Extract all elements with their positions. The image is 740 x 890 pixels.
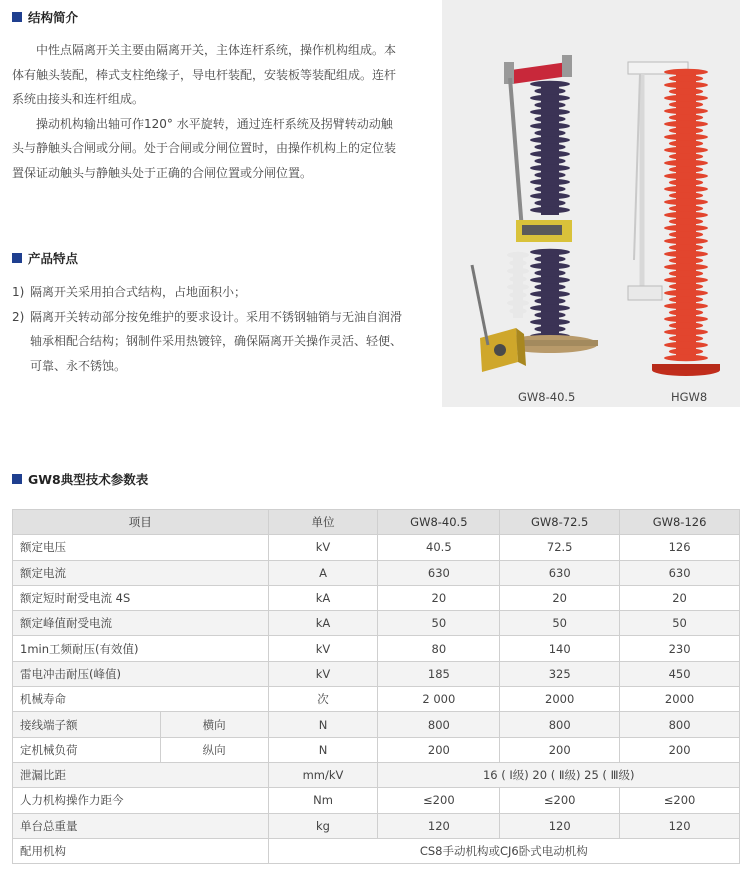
cell-item: 人力机构操作力距今 [13, 788, 269, 813]
features-title: 产品特点 [28, 251, 79, 266]
cell-unit: mm/kV [268, 762, 378, 787]
cell-value: 2000 [620, 687, 740, 712]
cell-item: 额定峰值耐受电流 [13, 611, 269, 636]
photo-caption-gw8-40.5: GW8-40.5 [518, 390, 576, 404]
cell-value: 20 [500, 585, 620, 610]
cell-item: 雷电冲击耐压(峰值) [13, 661, 269, 686]
gw8-40.5-illustration [472, 55, 598, 372]
cell-value: 72.5 [500, 535, 620, 560]
cell-value: 120 [620, 813, 740, 838]
cell-value: 800 [500, 712, 620, 737]
cell-subitem: 纵向 [160, 737, 268, 762]
cell-item: 额定电流 [13, 560, 269, 585]
cell-item: 泄漏比距 [13, 762, 269, 787]
cell-value: 40.5 [378, 535, 500, 560]
cell-item: 1min工频耐压(有效值) [13, 636, 269, 661]
table-row [13, 636, 740, 661]
header-unit: 单位 [268, 510, 378, 535]
cell-unit: N [268, 737, 378, 762]
structure-paragraph: 操动机构输出轴可作120° 水平旋转，通过连杆系统及拐臂转动动触头与静触头合闸或分闸。处于合闸或分闸位置时，由操作机构上的定位装置保证动触头与静触头处于正确的合闸位置或分闸位置。 [12, 116, 397, 180]
cell-value: ≤200 [378, 788, 500, 813]
cell-value: 200 [500, 737, 620, 762]
structure-title: 结构简介 [28, 10, 79, 25]
structure-heading [12, 8, 78, 26]
cell-unit: kV [268, 661, 378, 686]
cell-value: 2000 [500, 687, 620, 712]
cell-item: 接线端子额 [13, 712, 161, 737]
cell-value: 50 [500, 611, 620, 636]
cell-value: 80 [378, 636, 500, 661]
cell-unit: kA [268, 585, 378, 610]
cell-value: 20 [620, 585, 740, 610]
table-row [13, 611, 740, 636]
table-row [13, 712, 740, 737]
product-illustration [442, 0, 740, 407]
section-marker-icon [12, 474, 22, 484]
list-item-text: 隔离开关采用拍合式结构，占地面积小； [30, 285, 247, 299]
cell-unit: N [268, 712, 378, 737]
cell-value: ≤200 [620, 788, 740, 813]
table-header-row [13, 510, 740, 535]
cell-item: 额定短时耐受电流 4S [13, 585, 269, 610]
header-model: GW8-40.5 [378, 510, 500, 535]
cell-value: 800 [620, 712, 740, 737]
cell-value: 800 [378, 712, 500, 737]
features-heading [12, 249, 78, 267]
cell-value: 200 [378, 737, 500, 762]
table-row [13, 560, 740, 585]
cell-item: 额定电压 [13, 535, 269, 560]
list-item [12, 305, 402, 379]
cell-value: 230 [620, 636, 740, 661]
cell-item: 定机械负荷 [13, 737, 161, 762]
table-row [13, 788, 740, 813]
table-title: GW8典型技术参数表 [28, 472, 149, 487]
cell-unit: kg [268, 813, 378, 838]
section-marker-icon [12, 12, 22, 22]
cell-value: 120 [500, 813, 620, 838]
cell-value: 450 [620, 661, 740, 686]
cell-value: ≤200 [500, 788, 620, 813]
table-row [13, 813, 740, 838]
table-row [13, 585, 740, 610]
photo-caption-hgw8: HGW8 [671, 390, 708, 404]
cell-value: 50 [620, 611, 740, 636]
cell-unit: Nm [268, 788, 378, 813]
cell-unit: A [268, 560, 378, 585]
cell-unit: kA [268, 611, 378, 636]
cell-item: 单台总重量 [13, 813, 269, 838]
cell-value-merged: 16 ( Ⅰ级) 20 ( Ⅱ级) 25 ( Ⅲ级) [378, 762, 740, 787]
header-item: 项目 [13, 510, 269, 535]
cell-value-merged: CS8手动机构或CJ6卧式电动机构 [268, 838, 739, 863]
cell-value: 630 [378, 560, 500, 585]
table-row [13, 535, 740, 560]
header-model: GW8-72.5 [500, 510, 620, 535]
table-row [13, 737, 740, 762]
list-item-number: 1) [12, 285, 25, 299]
list-item [12, 280, 402, 305]
cell-value: 50 [378, 611, 500, 636]
cell-value: 2 000 [378, 687, 500, 712]
list-item-number: 2) [12, 309, 25, 324]
cell-value: 20 [378, 585, 500, 610]
cell-unit: kV [268, 636, 378, 661]
list-item-text: 隔离开关转动部分按免维护的要求设计。采用不锈钢轴销与无油自润滑轴承相配合结构；钢制件采用热镀锌，确保隔离开关操作灵活、轻便、可靠、永不锈蚀。 [30, 309, 403, 373]
spec-table [12, 509, 740, 864]
structure-paragraph: 中性点隔离开关主要由隔离开关，主体连杆系统，操作机构组成。本体有触头装配，棒式支柱绝缘子，导电杆装配，安装板等装配组成。连杆系统由接头和连杆组成。 [12, 43, 397, 106]
hgw8-illustration [628, 62, 720, 376]
cell-unit: 次 [268, 687, 378, 712]
cell-value: 630 [620, 560, 740, 585]
cell-subitem: 横向 [160, 712, 268, 737]
cell-value: 630 [500, 560, 620, 585]
cell-item: 配用机构 [13, 838, 269, 863]
cell-value: 120 [378, 813, 500, 838]
cell-value: 140 [500, 636, 620, 661]
section-marker-icon [12, 253, 22, 263]
cell-value: 200 [620, 737, 740, 762]
cell-item: 机械寿命 [13, 687, 269, 712]
table-row [13, 687, 740, 712]
table-heading [12, 470, 148, 488]
header-model: GW8-126 [620, 510, 740, 535]
cell-value: 185 [378, 661, 500, 686]
table-row [13, 838, 740, 863]
structure-description [12, 38, 397, 185]
cell-unit: kV [268, 535, 378, 560]
cell-value: 126 [620, 535, 740, 560]
cell-value: 325 [500, 661, 620, 686]
table-row [13, 661, 740, 686]
features-list [12, 280, 402, 378]
product-photo [442, 0, 740, 407]
table-row [13, 762, 740, 787]
